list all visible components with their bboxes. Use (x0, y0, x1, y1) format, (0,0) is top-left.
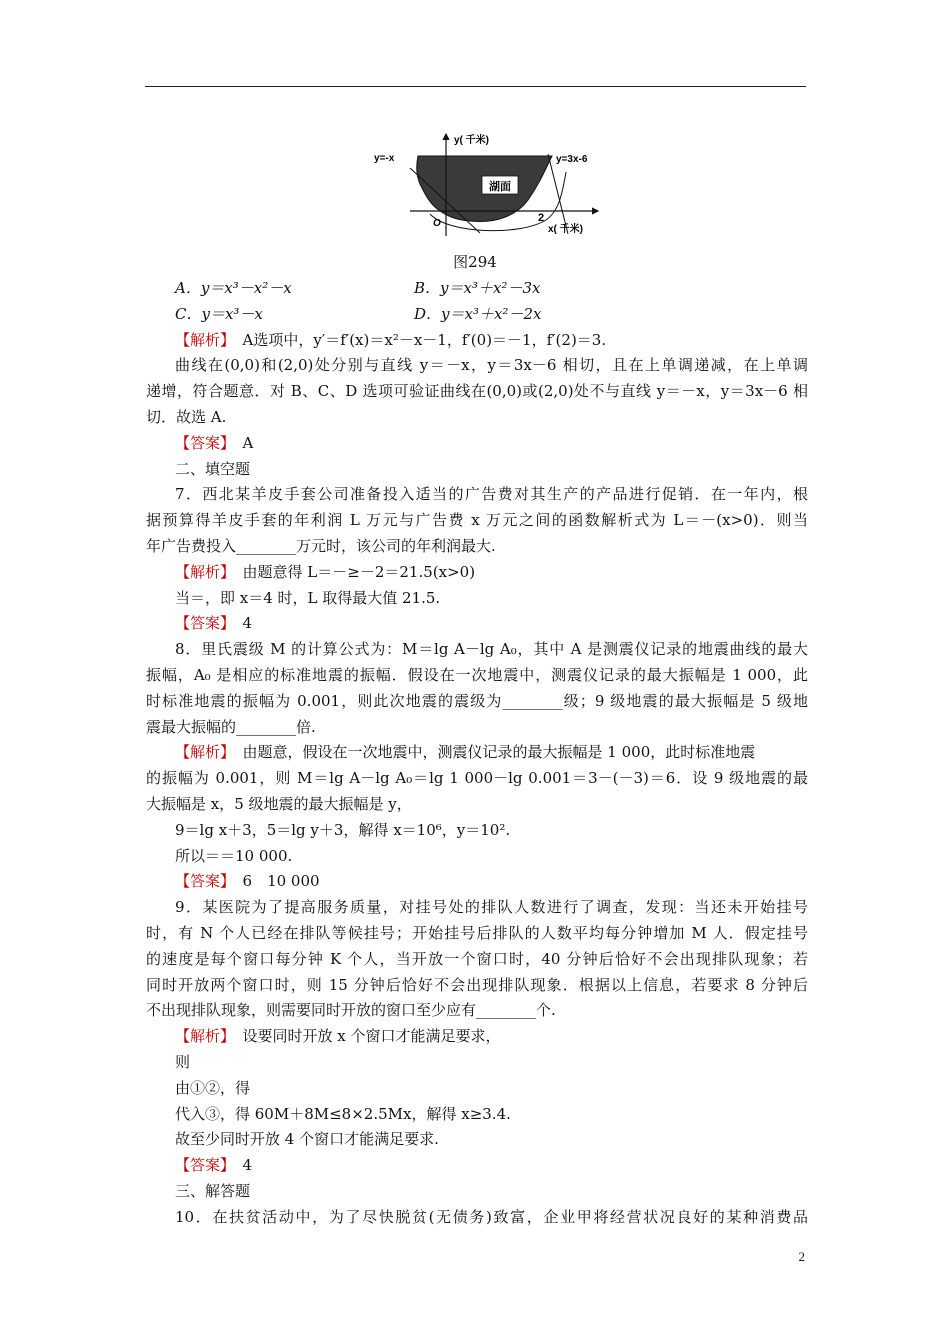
q8-line: 8．里氏震级 M 的计算公式为：M＝lg A－lg A₀，其中 A 是测震仪记录的地震曲线的最大 (175, 640, 808, 659)
q8-answer: 【答案】 6 10 000 (175, 872, 320, 891)
q9-line: 故至少同时开放 4 个窗口才能满足要求. (175, 1130, 439, 1149)
q6-answer: 【答案】 A (175, 433, 254, 452)
section-heading: 二、填空题 (175, 459, 251, 478)
options-row-cd (146, 302, 808, 328)
answer-tag: 【答案】 (175, 1156, 228, 1175)
q9-line: 代入③，得 60M＋8M≤8×2.5Mx，解得 x≥3.4. (175, 1104, 511, 1123)
q8-line: 振幅，A₀ 是相应的标准地震的振幅．假设在一次地震中，测震仪记录的最大振幅是 1 000，此 (146, 665, 808, 684)
q8-line: 9＝lg x＋3，5＝lg y＋3，解得 x＝10⁶，y＝10². (175, 820, 511, 839)
q7-line: 当＝，即 x＝4 时，L 取得最大值 21.5. (175, 588, 441, 607)
lake-label: 湖面 (489, 181, 511, 193)
q9-line: 由①②，得 (175, 1078, 251, 1097)
q7-line: 据预算得羊皮手套的年利润 L 万元与广告费 x 万元之间的函数解析式为 L＝－(x>0)．则当 (146, 511, 808, 530)
q10-line: 10．在扶贫活动中，为了尽快脱贫(无债务)致富，企业甲将经营状况良好的某种消费品 (175, 1207, 808, 1226)
analysis-tag: 【解析】 (175, 743, 228, 762)
line-right-label: y=3x-6 (556, 154, 588, 165)
origin-label: O (433, 218, 441, 229)
q9-analysis: 【解析】 设要同时开放 x 个窗口才能满足要求， (175, 1027, 501, 1046)
y-axis-label: y( 千米) (454, 135, 489, 146)
q6-line: 切．故选 A. (146, 407, 227, 426)
option-b: B．y＝x³＋x²－3x (414, 279, 541, 297)
q6-line: 曲线在(0,0)和(2,0)处分别与直线 y＝－x，y＝3x－6 相切，且在上单调递减，在上单调 (175, 356, 808, 375)
option-c: C．y＝x³－x (175, 304, 263, 323)
header-rule (145, 86, 806, 87)
q9-line: 不出现排队现象，则需要同时开放的窗口至少应有________个. (146, 1001, 556, 1020)
q8-analysis: 【解析】 由题意，假设在一次地震中，测震仪记录的最大振幅是 1 000，此时标准地震 (175, 743, 756, 762)
q9-line: 9．某医院为了提高服务质量，对挂号处的排队人数进行了调查，发现：当还未开始挂号 (175, 898, 808, 917)
analysis-tag: 【解析】 (175, 1027, 228, 1046)
q9-line: 时，有 N 个人已经在排队等候挂号；开始挂号后排队的人数平均每分钟增加 M 人．假定挂号 (146, 923, 808, 942)
lake-figure (370, 128, 610, 240)
q6-analysis: 【解析】 A选项中，y′＝f′(x)＝x²－x－1，f′(0)＝－1，f′(2)＝3. (175, 330, 607, 349)
q9-line: 的速度是每个窗口每分钟 K 个人，当开放一个窗口时，40 分钟后恰好不会出现排队现象；若 (146, 949, 808, 968)
page-number: 2 (798, 1249, 805, 1264)
option-d: D．y＝x³＋x²－2x (414, 304, 542, 323)
answer-tag: 【答案】 (175, 433, 228, 452)
q8-line: 的振幅为 0.001，则 M＝lg A－lg A₀＝lg 1 000－lg 0.001＝3－(－3)＝6．设 9 级地震的最 (146, 769, 808, 788)
figure-caption: 图294 (453, 253, 497, 271)
q7-line: 7．西北某羊皮手套公司准备投入适当的广告费对其生产的产品进行促销．在一年内，根 (175, 485, 808, 504)
q8-line: 大振幅是 x，5 级地震的最大振幅是 y， (146, 794, 412, 813)
q7-answer: 【答案】 4 (175, 614, 253, 633)
answer-tag: 【答案】 (175, 614, 228, 633)
analysis-tag: 【解析】 (175, 562, 228, 581)
q8-line: 所以＝＝10 000. (175, 846, 293, 865)
options-row-ab (146, 276, 808, 302)
option-a: A．y＝x³－x²－x (175, 279, 292, 297)
tick-2-label: 2 (538, 212, 545, 224)
q6-line: 递增，符合题意．对 B、C、D 选项可验证曲线在(0,0)或(2,0)处不与直线 y＝－x，y＝3x－6 相 (146, 382, 808, 401)
line-y-3x-6 (548, 154, 568, 234)
section-heading: 三、解答题 (175, 1181, 251, 1200)
analysis-tag: 【解析】 (175, 330, 228, 349)
q9-line: 同时开放两个窗口时，则 15 分钟后恰好不会出现排队现象．根据以上信息，若要求 8 分钟后 (146, 975, 808, 994)
page-content (146, 276, 808, 1230)
x-axis-label: x( 千米) (548, 224, 583, 235)
q8-line: 震最大振幅的________倍. (146, 717, 316, 736)
q9-answer: 【答案】 4 (175, 1156, 253, 1175)
q7-line: 年广告费投入________万元时，该公司的年利润最大. (146, 536, 496, 555)
q8-line: 时标准地震的振幅为 0.001，则此次地震的震级为________级；9 级地震的最大振幅是 5 级地 (146, 691, 808, 710)
q7-analysis: 【解析】 由题意得 L＝－≥－2＝21.5(x>0) (175, 562, 476, 581)
line-left-label: y=-x (374, 153, 395, 164)
answer-tag: 【答案】 (175, 872, 228, 891)
q9-line: 则 (175, 1052, 191, 1071)
